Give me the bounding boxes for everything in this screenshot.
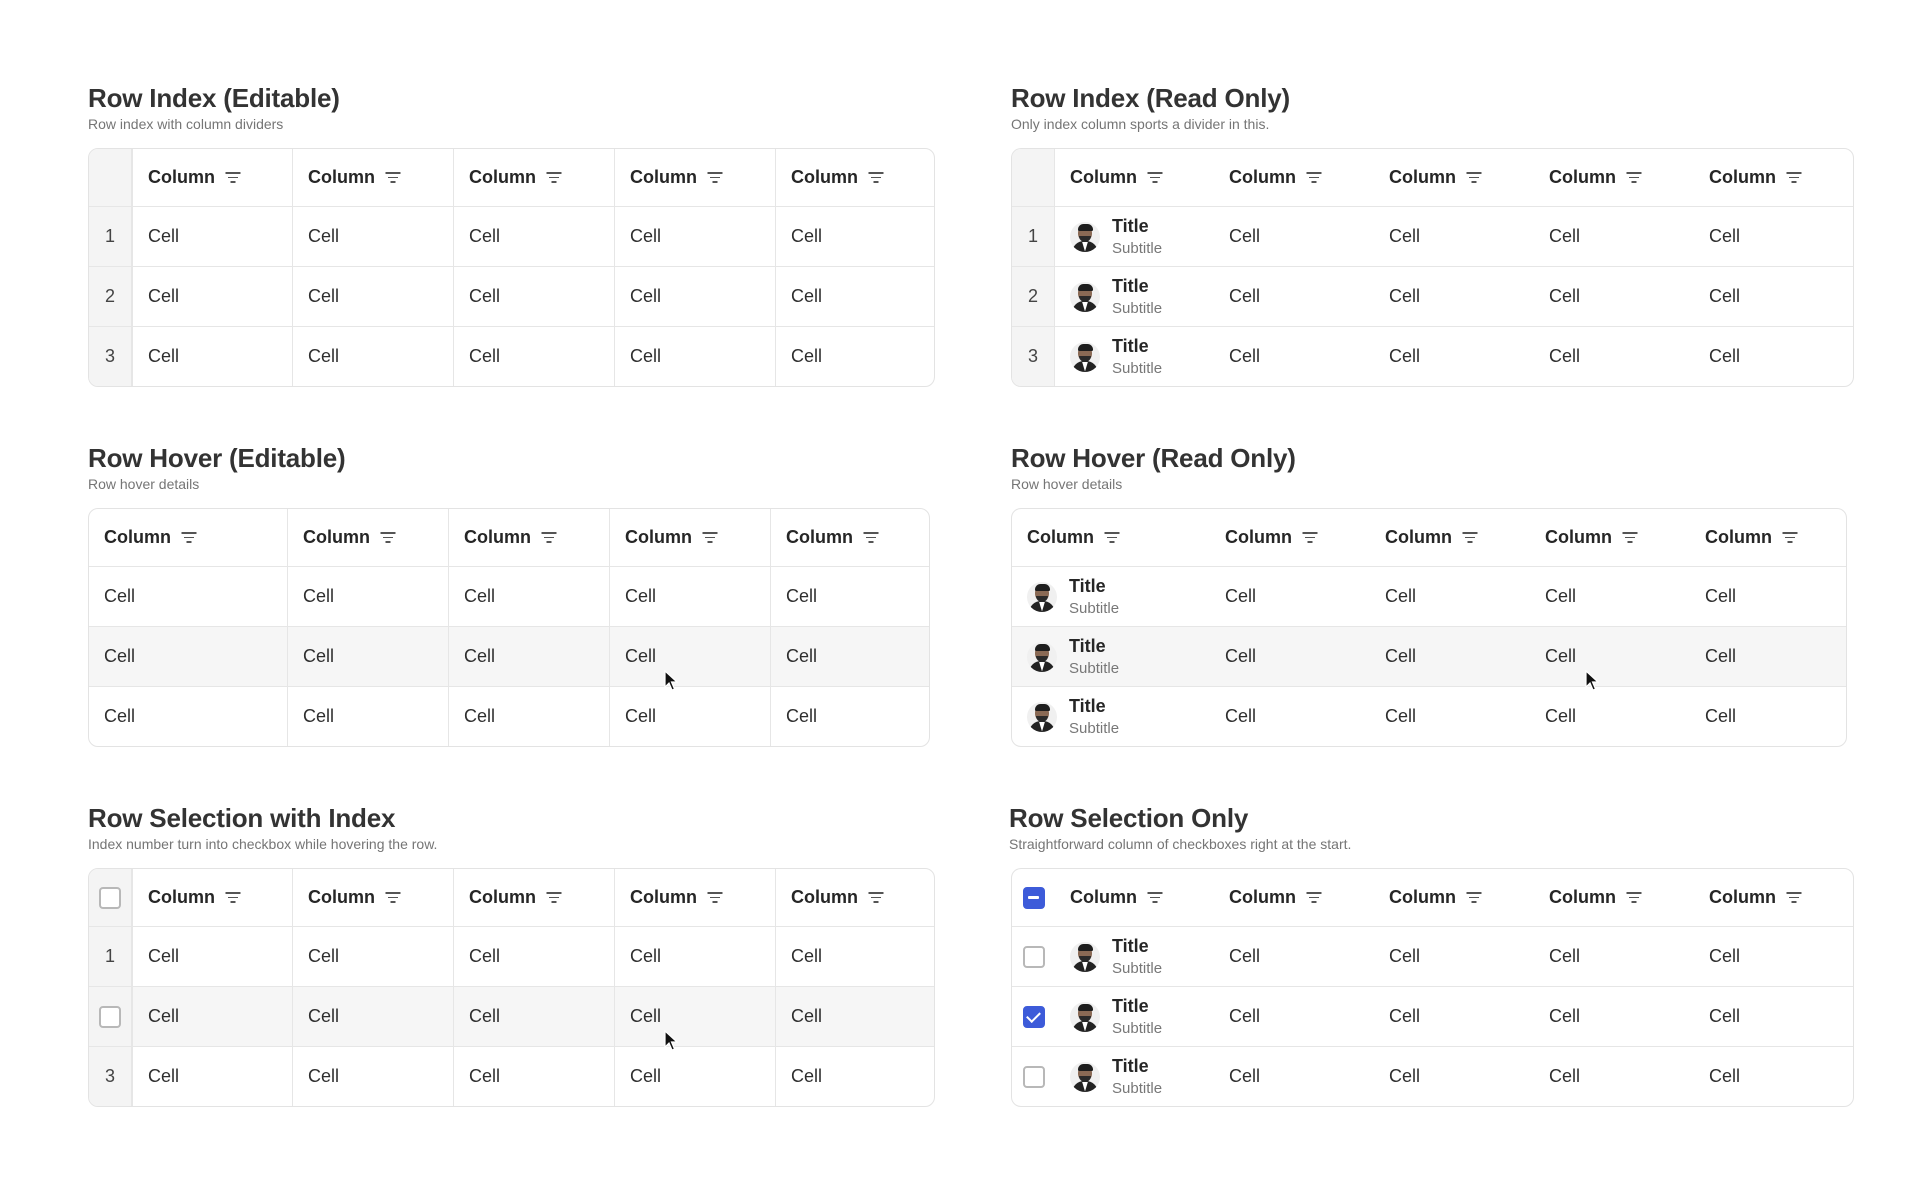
filter-icon[interactable] xyxy=(1466,172,1481,183)
column-header[interactable]: Column xyxy=(1374,869,1534,926)
table-cell[interactable]: Cell xyxy=(453,927,614,986)
filter-icon[interactable] xyxy=(546,892,561,903)
table-cell[interactable]: Cell xyxy=(1549,946,1581,966)
filter-icon[interactable] xyxy=(181,532,196,543)
select-all-checkbox[interactable] xyxy=(99,887,121,909)
table-cell[interactable]: Cell xyxy=(448,627,609,686)
column-header[interactable]: Column xyxy=(1690,509,1845,566)
table-cell[interactable]: Cell xyxy=(609,687,770,746)
table-row[interactable] xyxy=(89,686,929,746)
avatar xyxy=(1070,342,1100,372)
table xyxy=(1011,868,1854,1107)
section-title: Row Selection with Index xyxy=(88,803,396,833)
filter-icon[interactable] xyxy=(1462,532,1477,543)
table-cell[interactable]: Cell xyxy=(1229,1066,1261,1086)
filter-icon[interactable] xyxy=(541,532,556,543)
filter-icon[interactable] xyxy=(385,172,400,183)
section-subtitle: Row index with column dividers xyxy=(88,116,284,132)
section-subtitle: Row hover details xyxy=(88,476,200,492)
table-row[interactable] xyxy=(89,1046,934,1106)
table-cell[interactable]: Cell xyxy=(292,927,453,986)
table-cell[interactable]: Cell xyxy=(770,687,928,746)
table-row[interactable] xyxy=(89,206,934,266)
table-cell[interactable]: Cell xyxy=(1385,646,1417,666)
table-cell[interactable]: Cell xyxy=(1229,346,1261,366)
row-index: 2 xyxy=(89,267,132,326)
table-cell[interactable]: Cell xyxy=(453,987,614,1046)
person-title: Title xyxy=(1112,276,1149,297)
filter-icon[interactable] xyxy=(1306,172,1321,183)
table-cell[interactable]: Cell xyxy=(292,1047,453,1106)
section-title: Row Index (Editable) xyxy=(88,83,340,113)
table-row[interactable] xyxy=(1012,266,1853,326)
table-cell[interactable]: Cell xyxy=(104,646,136,666)
section-subtitle: Index number turn into checkbox while hovering the row. xyxy=(88,836,438,852)
column-header[interactable]: Column xyxy=(453,149,614,206)
table-cell[interactable]: Cell xyxy=(1709,1006,1741,1026)
table xyxy=(88,868,935,1107)
table-cell[interactable]: Cell xyxy=(614,327,775,386)
table-cell[interactable]: Cell xyxy=(448,567,609,626)
filter-icon[interactable] xyxy=(380,532,395,543)
table-cell[interactable]: Cell xyxy=(1385,706,1417,726)
table-header-row xyxy=(89,869,934,926)
person-subtitle: Subtitle xyxy=(1112,299,1163,317)
row-index: 2 xyxy=(1012,267,1055,326)
column-header[interactable]: Column xyxy=(609,509,770,566)
column-header[interactable]: Column xyxy=(132,869,292,926)
table-row[interactable] xyxy=(1012,1046,1853,1106)
table-cell[interactable]: Cell xyxy=(1709,286,1741,306)
table-cell[interactable]: Cell xyxy=(614,987,775,1046)
column-header[interactable]: Column xyxy=(1012,509,1210,566)
table-cell[interactable]: Cell xyxy=(614,927,775,986)
table-cell[interactable]: Cell xyxy=(775,987,933,1046)
person-subtitle: Subtitle xyxy=(1112,359,1163,377)
table-cell[interactable]: Cell xyxy=(1709,346,1741,366)
person-title: Title xyxy=(1112,936,1149,957)
table-cell[interactable]: Cell xyxy=(1229,226,1261,246)
table-cell[interactable]: Cell xyxy=(1229,946,1261,966)
person-cell[interactable] xyxy=(1055,1047,1214,1106)
section-subtitle: Straightforward column of checkboxes right at the start. xyxy=(1009,836,1352,852)
section-row-selection-only xyxy=(1009,802,1776,1097)
person-subtitle: Subtitle xyxy=(1069,599,1120,617)
table-cell[interactable]: Cell xyxy=(132,267,292,326)
table-row[interactable] xyxy=(89,926,934,986)
person-cell[interactable] xyxy=(1012,567,1210,626)
table-cell[interactable]: Cell xyxy=(1549,1066,1581,1086)
table-cell[interactable]: Cell xyxy=(775,327,933,386)
table-cell[interactable]: Cell xyxy=(132,327,292,386)
table-cell[interactable]: Cell xyxy=(1709,1066,1741,1086)
table-cell[interactable]: Cell xyxy=(1389,346,1421,366)
table-row[interactable] xyxy=(1012,326,1853,386)
person-title: Title xyxy=(1069,576,1106,597)
avatar xyxy=(1070,1062,1100,1092)
table-row-selected[interactable] xyxy=(1012,986,1853,1046)
table-cell[interactable]: Cell xyxy=(1705,586,1737,606)
section-row-hover-editable xyxy=(88,442,853,726)
table-cell[interactable]: Cell xyxy=(770,627,928,686)
mouse-cursor-icon xyxy=(1585,670,1599,692)
person-cell[interactable] xyxy=(1055,327,1214,386)
table-cell[interactable]: Cell xyxy=(287,567,448,626)
table-cell[interactable]: Cell xyxy=(1229,1006,1261,1026)
column-header[interactable]: Column xyxy=(1055,149,1214,206)
column-header[interactable]: Column xyxy=(287,509,448,566)
filter-icon[interactable] xyxy=(1147,172,1162,183)
table-row-hovered[interactable] xyxy=(89,986,934,1046)
section-title: Row Selection Only xyxy=(1009,803,1249,833)
table-cell[interactable]: Cell xyxy=(292,987,453,1046)
column-header[interactable]: Column xyxy=(1374,149,1534,206)
row-select-cell[interactable] xyxy=(89,987,132,1046)
table xyxy=(88,508,930,747)
table xyxy=(1011,508,1847,747)
column-header[interactable]: Column xyxy=(775,869,933,926)
filter-icon[interactable] xyxy=(1302,532,1317,543)
table-row[interactable] xyxy=(1012,566,1846,626)
person-cell[interactable] xyxy=(1055,927,1214,986)
row-checkbox[interactable] xyxy=(1023,1006,1045,1028)
filter-icon[interactable] xyxy=(707,892,722,903)
filter-icon[interactable] xyxy=(546,172,561,183)
select-all-checkbox[interactable] xyxy=(1023,887,1045,909)
table-cell[interactable]: Cell xyxy=(1225,706,1257,726)
person-subtitle: Subtitle xyxy=(1112,959,1163,977)
table-cell[interactable]: Cell xyxy=(453,267,614,326)
table-header-row xyxy=(1012,149,1853,206)
column-header[interactable]: Column xyxy=(448,509,609,566)
table-row[interactable] xyxy=(89,566,929,626)
table-cell[interactable]: Cell xyxy=(1229,286,1261,306)
table-cell[interactable]: Cell xyxy=(453,207,614,266)
person-cell[interactable] xyxy=(1055,267,1214,326)
table-cell[interactable]: Cell xyxy=(1705,706,1737,726)
person-cell[interactable] xyxy=(1012,627,1210,686)
table-cell[interactable]: Cell xyxy=(614,1047,775,1106)
table-header-row xyxy=(89,509,929,566)
table-cell[interactable]: Cell xyxy=(1389,1066,1421,1086)
column-header[interactable]: Column xyxy=(89,509,287,566)
section-title: Row Index (Read Only) xyxy=(1011,83,1290,113)
table-cell[interactable]: Cell xyxy=(1549,1006,1581,1026)
table-row[interactable] xyxy=(89,266,934,326)
filter-icon[interactable] xyxy=(1786,172,1801,183)
table-cell[interactable]: Cell xyxy=(614,267,775,326)
table-cell[interactable]: Cell xyxy=(775,207,933,266)
avatar xyxy=(1070,1002,1100,1032)
table-cell[interactable]: Cell xyxy=(292,207,453,266)
row-index: 3 xyxy=(1012,327,1055,386)
person-cell[interactable] xyxy=(1055,987,1214,1046)
table-cell[interactable]: Cell xyxy=(1389,226,1421,246)
person-title: Title xyxy=(1112,1056,1149,1077)
table-cell[interactable]: Cell xyxy=(448,687,609,746)
table-cell[interactable]: Cell xyxy=(1549,346,1581,366)
avatar xyxy=(1027,582,1057,612)
table-cell[interactable]: Cell xyxy=(453,1047,614,1106)
filter-icon[interactable] xyxy=(1782,532,1797,543)
select-all-cell[interactable] xyxy=(89,869,132,926)
row-checkbox[interactable] xyxy=(1023,1066,1045,1088)
table-row[interactable] xyxy=(89,326,934,386)
table-row[interactable] xyxy=(1012,686,1846,746)
column-header[interactable]: Column xyxy=(292,149,453,206)
row-index: 1 xyxy=(89,927,132,986)
column-header[interactable]: Column xyxy=(292,869,453,926)
filter-icon[interactable] xyxy=(1466,892,1481,903)
section-subtitle: Row hover details xyxy=(1011,476,1123,492)
table-cell[interactable]: Cell xyxy=(287,627,448,686)
avatar xyxy=(1027,642,1057,672)
table-header-row xyxy=(89,149,934,206)
person-title: Title xyxy=(1069,696,1106,717)
column-header[interactable]: Column xyxy=(1530,509,1690,566)
filter-icon[interactable] xyxy=(225,172,240,183)
index-header xyxy=(89,149,132,206)
person-title: Title xyxy=(1112,216,1149,237)
table-cell[interactable]: Cell xyxy=(1549,286,1581,306)
table-cell[interactable]: Cell xyxy=(1545,586,1577,606)
avatar xyxy=(1070,282,1100,312)
table-cell[interactable]: Cell xyxy=(1545,646,1577,666)
filter-icon[interactable] xyxy=(225,892,240,903)
column-header[interactable]: Column xyxy=(1694,869,1852,926)
section-row-selection-with-index xyxy=(88,802,858,1086)
table-cell[interactable]: Cell xyxy=(132,987,292,1046)
table-header-row xyxy=(1012,869,1853,926)
table-header-row xyxy=(1012,509,1846,566)
table-cell[interactable]: Cell xyxy=(1705,646,1737,666)
column-header[interactable]: Column xyxy=(1370,509,1530,566)
table-cell[interactable]: Cell xyxy=(287,687,448,746)
section-row-index-read-only xyxy=(1011,82,1776,377)
index-header xyxy=(1012,149,1055,206)
row-index: 3 xyxy=(89,327,132,386)
filter-icon[interactable] xyxy=(1306,892,1321,903)
row-index: 1 xyxy=(89,207,132,266)
column-header[interactable]: Column xyxy=(132,149,292,206)
filter-icon[interactable] xyxy=(707,172,722,183)
select-all-cell[interactable] xyxy=(1012,869,1055,926)
person-subtitle: Subtitle xyxy=(1112,239,1163,257)
table-cell[interactable]: Cell xyxy=(609,567,770,626)
avatar xyxy=(1070,222,1100,252)
table-row[interactable] xyxy=(1012,926,1853,986)
person-subtitle: Subtitle xyxy=(1069,719,1120,737)
section-title: Row Hover (Editable) xyxy=(88,443,346,473)
table-cell[interactable]: Cell xyxy=(132,207,292,266)
table-cell[interactable]: Cell xyxy=(1549,226,1581,246)
filter-icon[interactable] xyxy=(863,532,878,543)
table xyxy=(1011,148,1854,387)
person-subtitle: Subtitle xyxy=(1069,659,1120,677)
table-cell[interactable]: Cell xyxy=(453,327,614,386)
filter-icon[interactable] xyxy=(1104,532,1119,543)
table-cell[interactable]: Cell xyxy=(132,1047,292,1106)
filter-icon[interactable] xyxy=(1147,892,1162,903)
table-cell[interactable]: Cell xyxy=(1389,286,1421,306)
filter-icon[interactable] xyxy=(868,172,883,183)
column-header[interactable]: Column xyxy=(453,869,614,926)
column-header[interactable]: Column xyxy=(1214,149,1374,206)
section-title: Row Hover (Read Only) xyxy=(1011,443,1296,473)
table-cell[interactable]: Cell xyxy=(1385,586,1417,606)
column-header[interactable]: Column xyxy=(1214,869,1374,926)
column-header[interactable]: Column xyxy=(614,869,775,926)
table xyxy=(88,148,935,387)
avatar xyxy=(1070,942,1100,972)
person-title: Title xyxy=(1112,996,1149,1017)
table-cell[interactable]: Cell xyxy=(609,627,770,686)
row-checkbox[interactable] xyxy=(1023,946,1045,968)
filter-icon[interactable] xyxy=(702,532,717,543)
filter-icon[interactable] xyxy=(868,892,883,903)
person-cell[interactable] xyxy=(1055,207,1214,266)
mouse-cursor-icon xyxy=(664,1030,678,1052)
column-header[interactable]: Column xyxy=(1055,869,1214,926)
column-header[interactable]: Column xyxy=(614,149,775,206)
table-cell[interactable]: Cell xyxy=(614,207,775,266)
column-header[interactable]: Column xyxy=(1534,869,1694,926)
filter-icon[interactable] xyxy=(1622,532,1637,543)
table-cell[interactable]: Cell xyxy=(1389,946,1421,966)
table-row-hovered[interactable] xyxy=(89,626,929,686)
avatar xyxy=(1027,702,1057,732)
column-header[interactable]: Column xyxy=(1210,509,1370,566)
person-subtitle: Subtitle xyxy=(1112,1019,1163,1037)
row-select-cell[interactable] xyxy=(1012,927,1055,986)
table-cell[interactable]: Cell xyxy=(775,267,933,326)
table-cell[interactable]: Cell xyxy=(1389,1006,1421,1026)
table-cell[interactable]: Cell xyxy=(1225,646,1257,666)
table-cell[interactable]: Cell xyxy=(770,567,928,626)
person-subtitle: Subtitle xyxy=(1112,1079,1163,1097)
filter-icon[interactable] xyxy=(1626,892,1641,903)
section-row-hover-read-only xyxy=(1011,442,1772,737)
table-cell[interactable]: Cell xyxy=(132,927,292,986)
table-cell[interactable]: Cell xyxy=(775,927,933,986)
table-cell[interactable]: Cell xyxy=(775,1047,933,1106)
table-cell[interactable]: Cell xyxy=(1709,226,1741,246)
table-row-hovered[interactable] xyxy=(1012,626,1846,686)
mouse-cursor-icon xyxy=(664,670,678,692)
table-cell[interactable]: Cell xyxy=(292,327,453,386)
section-row-index-editable xyxy=(88,82,858,366)
column-header[interactable]: Column xyxy=(775,149,933,206)
column-header[interactable]: Column xyxy=(770,509,928,566)
person-cell[interactable] xyxy=(1012,687,1210,746)
person-title: Title xyxy=(1069,636,1106,657)
column-header[interactable]: Column xyxy=(1534,149,1694,206)
person-title: Title xyxy=(1112,336,1149,357)
table-cell[interactable]: Cell xyxy=(1225,586,1257,606)
table-row[interactable] xyxy=(1012,206,1853,266)
row-index: 3 xyxy=(89,1047,132,1106)
filter-icon[interactable] xyxy=(385,892,400,903)
table-cell[interactable]: Cell xyxy=(292,267,453,326)
table-cell[interactable]: Cell xyxy=(104,706,136,726)
row-index: 1 xyxy=(1012,207,1055,266)
section-subtitle: Only index column sports a divider in this. xyxy=(1011,116,1270,132)
filter-icon[interactable] xyxy=(1626,172,1641,183)
table-cell[interactable]: Cell xyxy=(1545,706,1577,726)
column-header[interactable]: Column xyxy=(1694,149,1852,206)
row-checkbox[interactable] xyxy=(99,1006,121,1028)
table-cell[interactable]: Cell xyxy=(104,586,136,606)
table-cell[interactable]: Cell xyxy=(1709,946,1741,966)
filter-icon[interactable] xyxy=(1786,892,1801,903)
row-select-cell[interactable] xyxy=(1012,987,1055,1046)
row-select-cell[interactable] xyxy=(1012,1047,1055,1106)
